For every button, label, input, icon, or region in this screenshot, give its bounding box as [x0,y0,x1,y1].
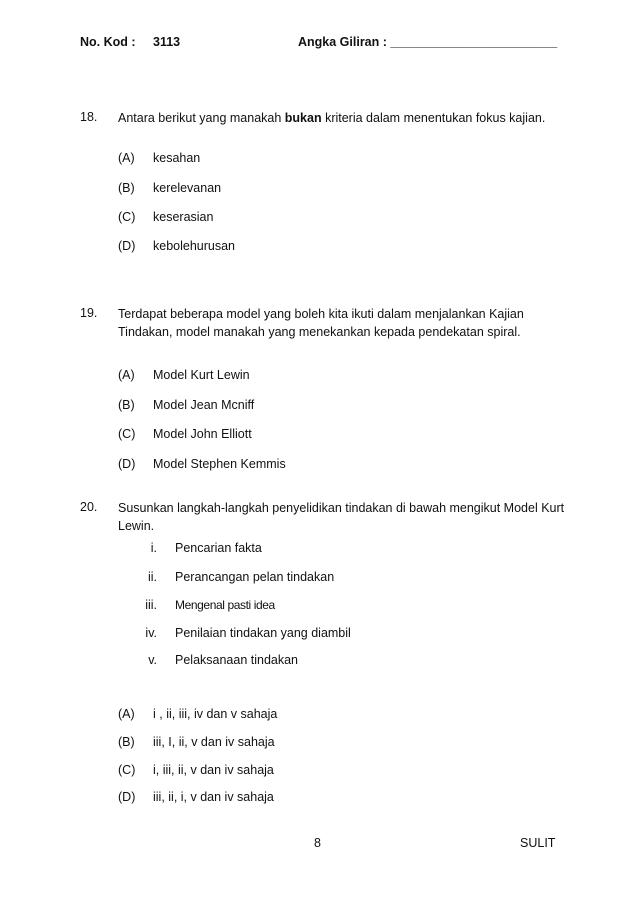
question-stem: Susunkan langkah-langkah penyelidikan tindakan di bawah mengikut Model Kurt Lewin. [118,501,565,533]
question-stem: Antara berikut yang manakah bukan kriteria dalam menentukan fokus kajian. [118,111,546,125]
kod-value: 3113 [153,35,181,49]
roman-numeral: iii. [145,598,157,612]
option-label: (B) [118,398,135,412]
option-label: (B) [118,181,135,195]
roman-numeral: iv. [145,626,157,640]
option-label: (C) [118,763,136,777]
option-text: keserasian [153,210,214,224]
option-text: Model Jean Mcniff [153,398,255,412]
option-text: Model John Elliott [153,427,252,441]
option-label: (D) [118,790,136,804]
emphasis-word: bukan [284,111,322,125]
classification-label: SULIT [520,836,556,850]
question-number: 18. [80,110,98,124]
page-number: 8 [314,836,321,850]
option-text: kebolehurusan [153,239,236,253]
question-stem: Terdapat beberapa model yang boleh kita ikuti dalam menjalankan Kajian Tindakan, model manakah yang menekankan kepada pendekatan spiral. [118,307,524,339]
option-label: (B) [118,735,135,749]
option-text: kerelevanan [153,181,222,195]
step-text: Penilaian tindakan yang diambil [175,626,351,640]
angka-giliran-field: Angka Giliran : ________________________ [298,35,558,49]
option-label: (D) [118,239,136,253]
option-text: Model Stephen Kemmis [153,457,286,471]
roman-numeral: ii. [147,570,157,584]
option-label: (C) [118,210,136,224]
option-text: i , ii, iii, iv dan v sahaja [153,707,278,721]
option-label: (A) [118,151,135,165]
step-text: Pencarian fakta [175,541,262,555]
step-text: Perancangan pelan tindakan [175,570,335,584]
kod-label: No. Kod : [80,35,136,49]
option-label: (A) [118,368,135,382]
option-text: i, iii, ii, v dan iv sahaja [153,763,274,777]
step-text: Pelaksanaan tindakan [175,653,299,667]
roman-numeral: i. [150,541,157,555]
option-text: iii, ii, i, v dan iv sahaja [153,790,274,804]
option-label: (A) [118,707,135,721]
option-text: iii, I, ii, v dan iv sahaja [153,735,275,749]
roman-numeral: v. [148,653,157,667]
option-label: (C) [118,427,136,441]
question-number: 20. [80,500,98,514]
question-number: 19. [80,306,98,320]
option-text: kesahan [153,151,201,165]
step-text: Mengenal pasti idea [175,598,275,612]
option-label: (D) [118,457,136,471]
option-text: Model Kurt Lewin [153,368,250,382]
